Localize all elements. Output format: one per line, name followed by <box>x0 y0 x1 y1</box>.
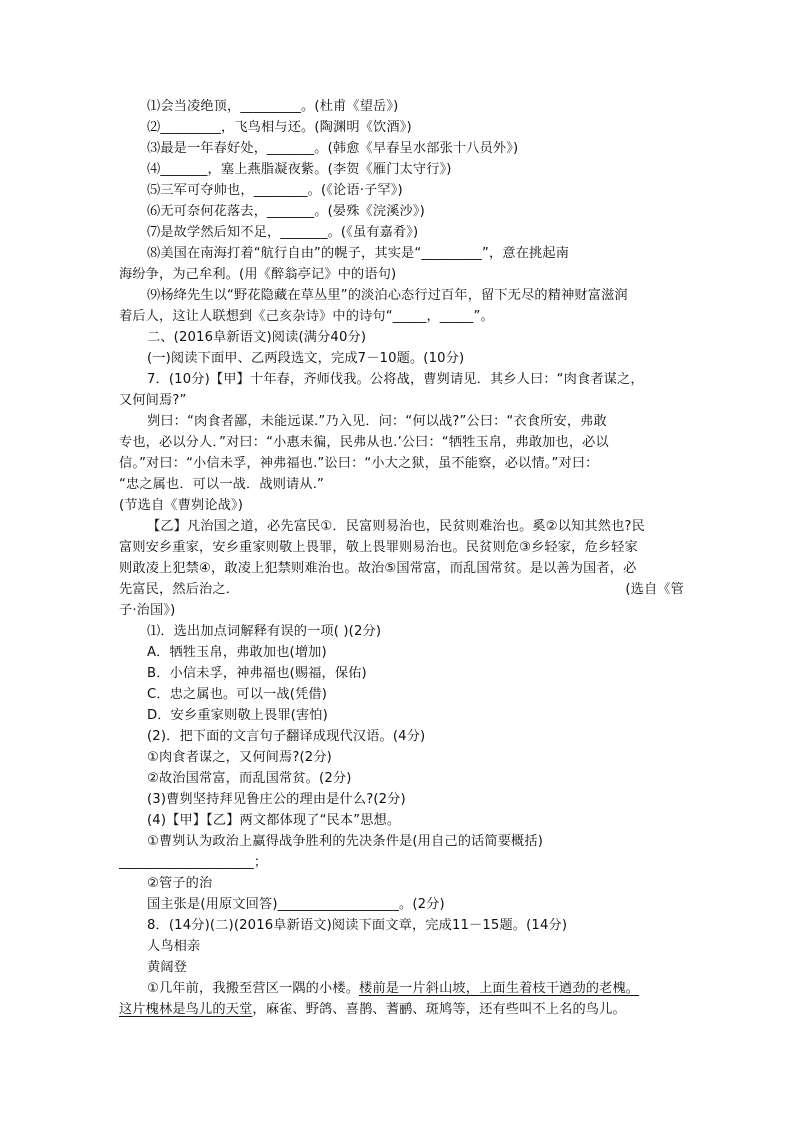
text-line: ①曹刿认为政治上赢得战争胜利的先决条件是(用自己的话简要概括) <box>147 834 544 849</box>
option-b: B．小信未孚，神弗福也(赐福，保佑) <box>147 666 367 681</box>
text-line: 富则安乡重家，安乡重家则敬上畏罪，敬上畏罪则易治也。民贫则危③乡轻家，危乡轻家 <box>119 540 638 555</box>
text-line: ⑷_______，塞上燕脂凝夜紫。(李贺《雁门太守行》) <box>147 162 452 177</box>
text-line: ②管子的治 <box>147 876 213 891</box>
underlined-sentence: 这片槐林是鸟儿的天堂 <box>119 1002 253 1017</box>
option-d: D．安乡重家则敬上畏罪(害怕) <box>147 708 328 723</box>
question-7: 7．(10分)【甲】十年春，齐师伐我。公将战，曹刿请见．其乡人曰：“肉食者谋之， <box>147 372 644 387</box>
text-line: 信。”对曰：“小信未孚，神弗福也.”讼曰：“小大之狱，虽不能察，必以情。”对曰： <box>119 456 599 471</box>
question-8: 8．(14分)(二)(2016阜新语文)阅读下面文章，完成11－15题。(14分) <box>147 918 568 933</box>
text-line <box>119 579 684 600</box>
text-line: ⑺是故学然后知不足，_______。(《虽有嘉肴》) <box>147 225 419 240</box>
question-item: (3)曹刿坚持拜见鲁庄公的理由是什么?(2分) <box>147 792 406 807</box>
underlined-sentence: 楼前是一片斜山坡，上面生着枝干遒劲的老槐。 <box>359 981 640 996</box>
text-line: ①肉食者谋之，又何间焉?(2分) <box>147 750 332 765</box>
text-line: “忠之属也．可以一战．战则请从.” <box>119 477 325 492</box>
text-line: 刿曰：“肉食者鄙，未能远谋.”乃入见．问：“何以战?”公曰：“衣食所安，弗敢 <box>147 414 607 429</box>
option-c: C．忠之属也。可以一战(凭借) <box>147 687 327 702</box>
text-span: ，麻雀、野鸽、喜鹊、蓍鹂、斑鸠等，还有些叫不上名的鸟儿。 <box>252 1002 626 1017</box>
text-line: 着后人，这让人联想到《己亥杂诗》中的诗句“_____，_____”。 <box>119 309 494 324</box>
text-span: ①几年前，我搬至营区一隅的小楼。 <box>147 981 360 996</box>
text-line: 海纷争，为己牟利。(用《醉翁亭记》中的语句) <box>119 267 397 282</box>
question-item: (2)．把下面的文言句子翻译成现代汉语。(4分) <box>147 729 426 744</box>
source-note: (选自《管 <box>625 582 684 597</box>
question-item: ⑴．选出加点词解释有误的一项( )(2分) <box>147 624 382 639</box>
text-line: ②故治国常富，而乱国常贫。(2分) <box>147 771 352 786</box>
text-line: ⑼杨绛先生以“野花隐藏在草丛里”的淡泊心态行过百年，留下无尽的精神财富滋润 <box>147 288 628 303</box>
article-title: 人鸟相亲 <box>147 939 201 954</box>
text-line: 则敢凌上犯禁④，敢凌上犯禁则难治也。故治⑤国常富，而乱国常贫。是以善为国者，必 <box>119 561 637 576</box>
text-span: 先富民，然后治之． <box>119 582 240 597</box>
text-line: 又何间焉?” <box>119 393 187 408</box>
text-line: ⑻美国在南海打着“航行自由”的幌子，其实是“_________”，意在挑起南 <box>147 246 570 261</box>
text-line: 专也，必以分人．”对曰：“小惠未徧，民弗从也.’公曰：“牺牲玉帛，弗敢加也，必以 <box>119 435 609 450</box>
text-line: ⑵_________，飞鸟相与还。(陶渊明《饮酒》) <box>147 120 412 135</box>
answer-blank: ____________________； <box>119 855 268 870</box>
text-line <box>147 978 684 999</box>
source-note: (节选自《曹刿论战》) <box>119 498 244 513</box>
text-line: ⑶最是一年春好处，_______。(韩愈《早春呈水部张十八员外》) <box>147 141 519 156</box>
text-line: (一)阅读下面甲、乙两段选文，完成7－10题。(10分) <box>147 351 465 366</box>
section-heading: 二、(2016阜新语文)阅读(满分40分) <box>147 330 367 345</box>
text-line: ⑹无可奈何花落去，_______。(晏殊《浣溪沙》) <box>147 204 425 219</box>
source-note: 子·治国》) <box>119 603 176 618</box>
text-line: 【乙】凡治国之道，必先富民①．民富则易治也，民贫则难治也。奚②以知其然也?民 <box>147 519 645 534</box>
article-author: 黄阔登 <box>147 960 188 975</box>
option-a: A．牺牲玉帛，弗敢加也(增加) <box>147 645 327 660</box>
text-line <box>119 999 684 1020</box>
text-line: ⑴会当凌绝顶，_________。(杜甫《望岳》) <box>147 99 399 114</box>
question-item: (4)【甲】【乙】两文都体现了“民本”思想。 <box>147 813 401 828</box>
text-line: ⑸三军可夺帅也，________。(《论语·子罕》) <box>147 183 403 198</box>
text-line: 国主张是(用原文回答)__________________。(2分) <box>147 897 445 912</box>
